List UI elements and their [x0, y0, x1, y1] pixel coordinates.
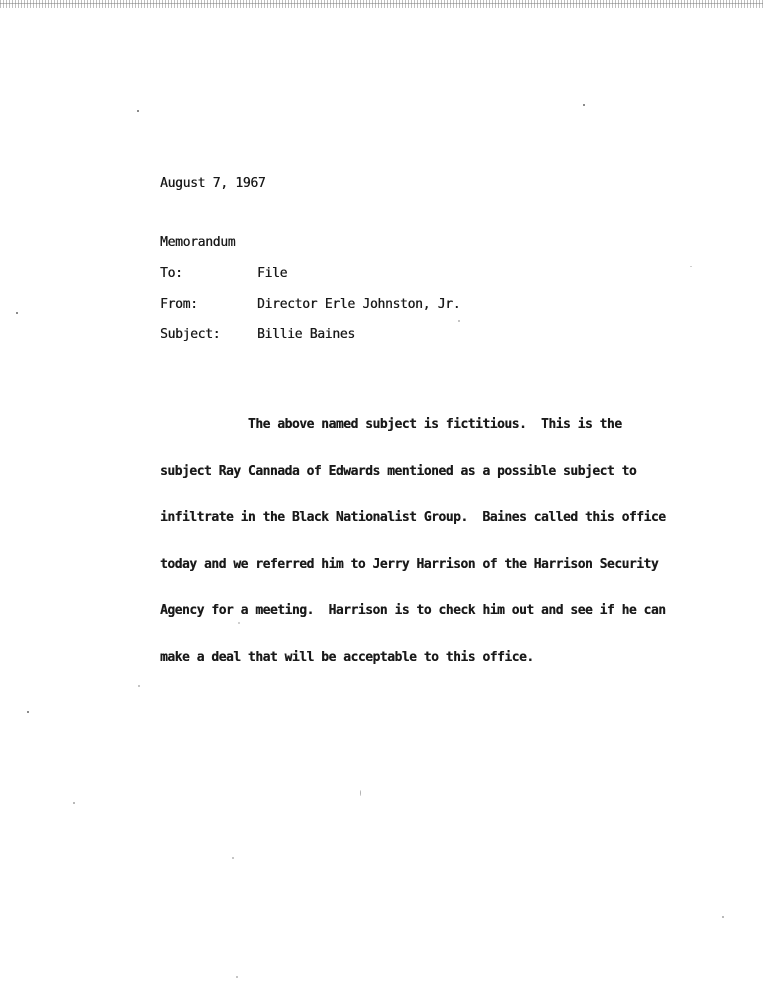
scan-speck [16, 312, 18, 314]
scan-speck [690, 266, 692, 267]
scan-speck [137, 110, 139, 112]
memo-body-line: Agency for a meeting. Harrison is to check him out and see if he can [160, 603, 666, 618]
scan-speck [238, 622, 240, 624]
memo-heading: Memorandum [160, 235, 236, 250]
memo-body-line: subject Ray Cannada of Edwards mentioned as a possible subject to [160, 463, 637, 479]
memo-body-line: make a deal that will be acceptable to this office. [160, 649, 534, 665]
subject-value: Billie Baines [257, 327, 355, 342]
subject-label: Subject: [160, 327, 221, 342]
memo-date: August 7, 1967 [160, 176, 266, 191]
scan-top-line [0, 3, 763, 4]
to-label: To: [160, 266, 183, 281]
scan-speck [458, 320, 460, 322]
from-label: From: [160, 297, 198, 312]
scan-speck [236, 976, 238, 978]
memo-body-line: infiltrate in the Black Nationalist Group. Baines called this office [160, 510, 666, 525]
scan-speck [73, 802, 75, 804]
from-value: Director Erle Johnston, Jr. [257, 297, 461, 312]
to-value: File [257, 266, 288, 281]
scan-top-edge [0, 0, 763, 8]
memo-body-line: today and we referred him to Jerry Harrison of the Harrison Security [160, 556, 659, 572]
memo-body [160, 386, 690, 696]
memo-body-line: The above named subject is fictitious. This is the [160, 417, 622, 432]
scan-speck [27, 711, 29, 713]
scan-speck [722, 916, 724, 918]
scan-speck [583, 104, 585, 106]
scan-speck [360, 790, 361, 796]
scan-speck [138, 685, 140, 687]
scan-speck [232, 857, 234, 859]
